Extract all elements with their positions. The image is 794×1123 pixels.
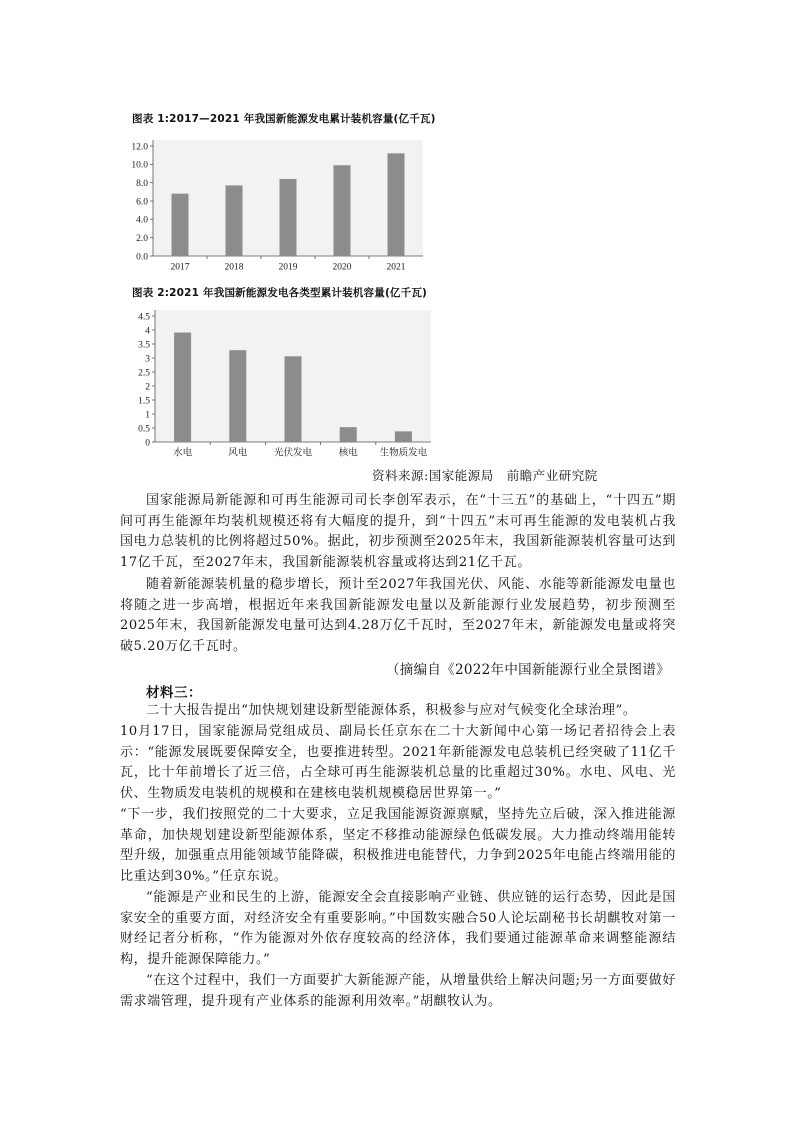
chart1-y-tick-label: 2.0 — [136, 233, 148, 244]
chart1-x-tick-label: 2018 — [224, 262, 244, 273]
chart2-y-tick-label: 1.5 — [138, 396, 150, 407]
chart1-y-tick-label: 0.0 — [136, 252, 148, 263]
chart1-bar — [226, 185, 243, 256]
chart1-y-tick-label: 4.0 — [136, 215, 148, 226]
paragraph-5: “下一步，我们按照党的二十大要求，立足我国能源资源禀赋，坚持先立后破，深入推进能源革命，加快规划建设新型能源体系，坚定不移推动能源绿色低碳发展。大力推动终端用能转型升级，加强重点用能领域节能降碳，积极推进电能替代，力争到2025年电能占终端用能的比重达到30%。”任京东说。 — [120, 807, 676, 884]
chart2-y-tick-label: 4.5 — [138, 312, 150, 323]
chart2-y-tick-label: 2 — [145, 382, 150, 393]
chart2-bar — [340, 427, 357, 442]
source-note: 资料来源:国家能源局 前瞻产业研究院 — [372, 468, 598, 483]
chart2-y-tick-label: 3.5 — [138, 340, 150, 351]
chart2-bar — [174, 333, 191, 442]
chart1-bar — [334, 165, 351, 256]
chart2-y-tick-label: 0 — [145, 438, 150, 449]
chart1-x-tick-label: 2021 — [386, 262, 406, 273]
chart2-x-tick-label: 光伏发电 — [273, 448, 313, 459]
chart1-y-tick-label: 6.0 — [136, 197, 148, 208]
paragraph-7: “在这个过程中，我们一方面要扩大新能源产能，从增量供给上解决问题;另一方面要做好需求端管理，提升现有产业体系的能源利用效率。”胡麒牧认为。 — [120, 973, 676, 1009]
chart2-title: 图表 2:2021 年我国新能源发电各类型累计装机容量(亿千瓦) — [132, 287, 428, 299]
chart1-plot — [127, 136, 427, 278]
chart1-bar — [280, 179, 297, 256]
chart1-x-tick-label: 2019 — [278, 262, 298, 273]
chart2-bar — [285, 356, 302, 442]
chart2-y-tick-label: 3 — [145, 354, 150, 365]
chart2-x-tick-label: 风电 — [228, 448, 248, 459]
chart2-bar — [395, 431, 412, 442]
chart2-plot — [127, 308, 435, 466]
chart1-bar — [172, 194, 189, 256]
chart2-x-tick-label: 生物质发电 — [379, 448, 428, 459]
chart2-y-tick-label: 4 — [145, 326, 150, 337]
chart1-y-tick-label: 12.0 — [131, 142, 148, 153]
material-three-heading: 材料三： — [146, 685, 202, 701]
chart2-x-tick-label: 核电 — [338, 448, 358, 459]
chart1-y-tick-label: 10.0 — [131, 160, 148, 171]
paragraph-6: “能源是产业和民生的上游，能源安全会直接影响产业链、供应链的运行态势，因此是国家安全的重要方面，对经济安全有重要影响。”中国数实融合50人论坛副秘书长胡麒牧对第一财经记者分析称，“作为能源对外依存度较高的经济体，我们要通过能源革命来调整能源结构，提升能源保障能力。” — [120, 890, 676, 967]
chart1-y-tick-label: 8.0 — [136, 178, 148, 189]
paragraph-1: 国家能源局新能源和可再生能源司司长李创军表示，在“十三五”的基础上，“十四五”期间可再生能源年均装机规模还将有大幅度的提升，到“十四五”末可再生能源的发电装机占我国电力总装机的比例将超过50%。据此，初步预测至2025年末，我国新能源装机容量可达到17亿千瓦，至2027年末，我国新能源装机容量或将达到21亿千瓦。 — [120, 493, 676, 570]
paragraph-3: 二十大报告提出“加快规划建设新型能源体系，积极参与应对气候变化全球治理”。 — [146, 703, 637, 718]
chart2-bar — [229, 350, 246, 442]
chart2-y-tick-label: 2.5 — [138, 368, 150, 379]
excerpt-credit: （摘编自《2022年中国新能源行业全景图谱》 — [386, 662, 670, 678]
chart1-bar — [388, 153, 405, 256]
chart1-title: 图表 1:2017—2021 年我国新能源发电累计装机容量(亿千瓦) — [132, 113, 436, 125]
chart2-x-tick-label: 水电 — [173, 448, 193, 459]
chart2-y-tick-label: 1 — [145, 410, 150, 421]
paragraph-4: 10月17日，国家能源局党组成员、副局长任京东在二十大新闻中心第一场记者招待会上表示：“能源发展既要保障安全，也要推进转型。2021年新能源发电总装机已经突破了11亿千瓦，比十年前增长了近三倍，占全球可再生能源装机总量的比重超过30%。水电、风电、光伏、生物质发电装机的规模和在建核电装机规模稳居世界第一。” — [120, 724, 676, 801]
paragraph-2: 随着新能源装机量的稳步增长，预计至2027年我国光伏、风能、水能等新能源发电量也将随之进一步高增，根据近年来我国新能源发电量以及新能源行业发展趋势，初步预测至2025年末，我国新能源发电量可达到4.28万亿千瓦时，至2027年末，新能源发电量或将突破5.20万亿千瓦时。 — [120, 577, 676, 654]
chart2-y-tick-label: 0.5 — [138, 424, 150, 435]
chart1-x-tick-label: 2017 — [170, 262, 190, 273]
chart1-x-tick-label: 2020 — [332, 262, 352, 273]
